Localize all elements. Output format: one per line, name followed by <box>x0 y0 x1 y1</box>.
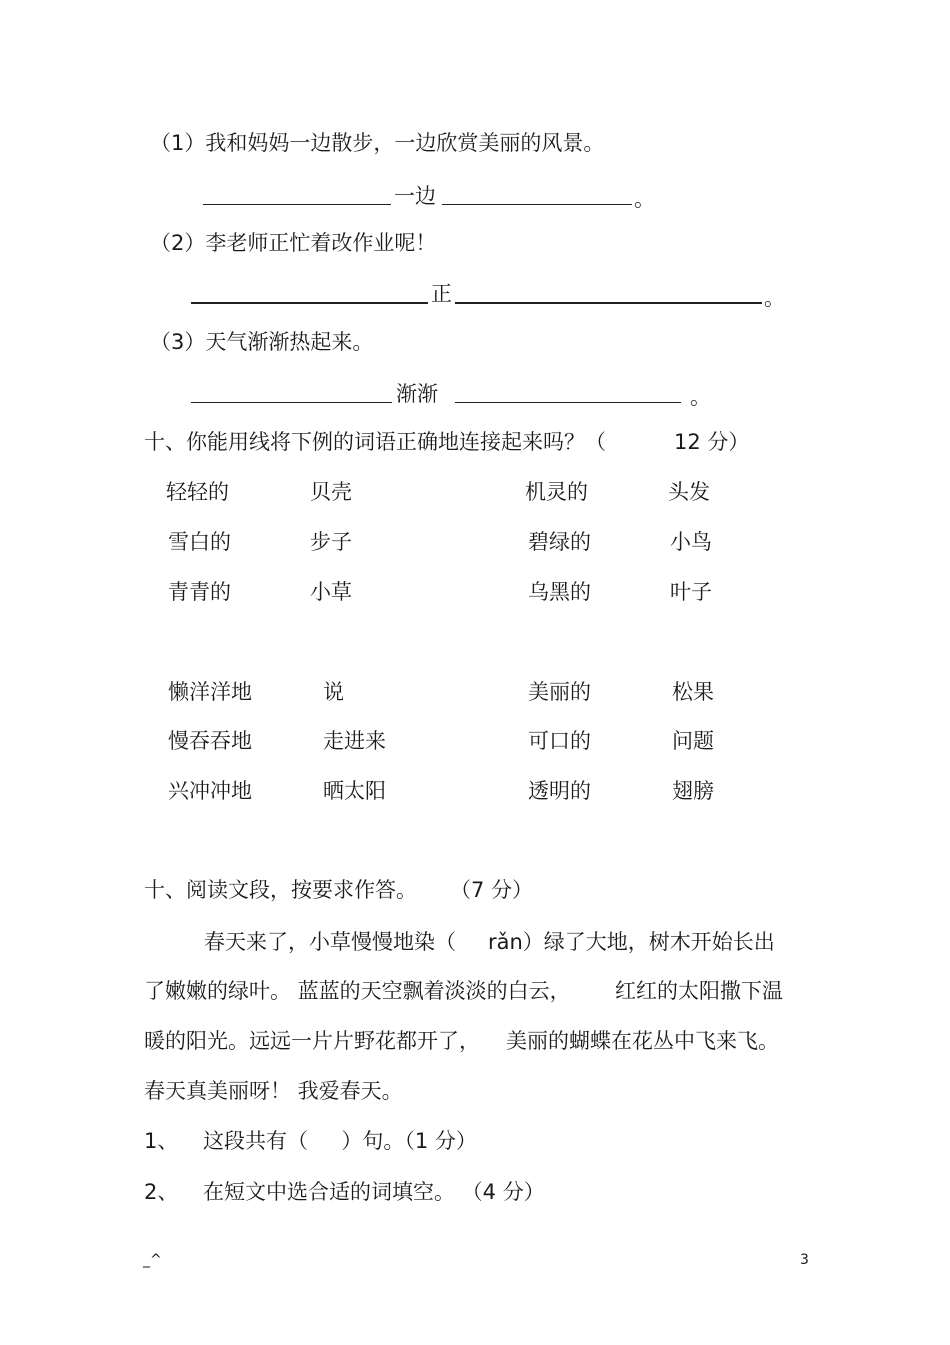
passage-line-3a: 暖的阳光。远远一片片野花都开了， <box>144 1029 480 1053</box>
match-word[interactable]: 走进来 <box>323 729 386 753</box>
match-word[interactable]: 问题 <box>672 729 714 753</box>
match-word[interactable]: 透明的 <box>528 779 591 803</box>
sentence-1: （1）我和妈妈一边散步，一边欣赏美丽的风景。 <box>150 131 605 155</box>
exercise-10-score: 12 分） <box>674 430 750 454</box>
match-word[interactable]: 雪白的 <box>168 530 231 554</box>
sentence-3: （3）天气渐渐热起来。 <box>150 330 374 354</box>
sentence-1-keyword: 一边 <box>394 184 436 208</box>
match-word[interactable]: 贝壳 <box>310 480 352 504</box>
answer-blank-3b[interactable] <box>455 402 681 403</box>
match-word[interactable]: 步子 <box>310 530 352 554</box>
match-word[interactable]: 叶子 <box>670 580 712 604</box>
answer-blank-2b[interactable] <box>455 302 762 304</box>
match-word[interactable]: 乌黑的 <box>528 580 591 604</box>
match-word[interactable]: 轻轻的 <box>166 480 229 504</box>
match-word[interactable]: 青青的 <box>168 580 231 604</box>
match-word[interactable]: 可口的 <box>528 729 591 753</box>
passage-line-1a: 春天来了，小草慢慢地染（ <box>204 930 456 954</box>
answer-blank-3a[interactable] <box>191 402 392 403</box>
sentence-2-period: 。 <box>764 286 785 310</box>
match-word[interactable]: 小草 <box>310 580 352 604</box>
sentence-3-period: 。 <box>690 385 711 409</box>
exercise-10-title: 十、你能用线将下例的词语正确地连接起来吗？（ <box>144 430 606 454</box>
match-word[interactable]: 小鸟 <box>670 530 712 554</box>
match-word[interactable]: 机灵的 <box>525 480 588 504</box>
question-1-number: 1、 <box>144 1129 179 1153</box>
question-2-number: 2、 <box>144 1180 179 1204</box>
sentence-2: （2）李老师正忙着改作业呢！ <box>150 231 437 255</box>
match-word[interactable]: 头发 <box>668 480 710 504</box>
passage-line-2b: 红红的太阳撒下温 <box>615 979 783 1003</box>
answer-blank-2a[interactable] <box>191 302 428 304</box>
match-word[interactable]: 兴冲冲地 <box>168 779 252 803</box>
answer-blank-1b[interactable] <box>442 204 632 205</box>
match-word[interactable]: 碧绿的 <box>528 530 591 554</box>
question-2: 在短文中选合适的词填空。 （4 分） <box>203 1180 545 1204</box>
exercise-11-title: 十、阅读文段，按要求作答。 <box>144 878 417 902</box>
match-word[interactable]: 翅膀 <box>672 779 714 803</box>
match-word[interactable]: 懒洋洋地 <box>168 680 252 704</box>
passage-line-1b: rǎn）绿了大地，树木开始长出 <box>488 930 775 954</box>
answer-blank-1a[interactable] <box>203 204 391 205</box>
match-word[interactable]: 晒太阳 <box>323 779 386 803</box>
match-word[interactable]: 美丽的 <box>528 680 591 704</box>
sentence-1-period: 。 <box>634 187 655 211</box>
match-word[interactable]: 慢吞吞地 <box>168 729 252 753</box>
match-word[interactable]: 松果 <box>672 680 714 704</box>
sentence-3-keyword: 渐渐 <box>396 382 438 406</box>
page-number: 3 <box>800 1252 809 1268</box>
exercise-11-score: （7 分） <box>450 878 534 902</box>
passage-line-3b: 美丽的蝴蝶在花丛中飞来飞。 <box>506 1029 779 1053</box>
passage-line-2a: 了嫩嫩的绿叶。 蓝蓝的天空飘着淡淡的白云， <box>144 979 571 1003</box>
sentence-2-keyword: 正 <box>431 282 452 306</box>
question-1: 这段共有（ ）句。（1 分） <box>203 1129 477 1153</box>
match-word[interactable]: 说 <box>323 680 344 704</box>
footer-mark: _^ <box>143 1252 162 1268</box>
passage-line-4: 春天真美丽呀！ 我爱春天。 <box>144 1079 403 1103</box>
